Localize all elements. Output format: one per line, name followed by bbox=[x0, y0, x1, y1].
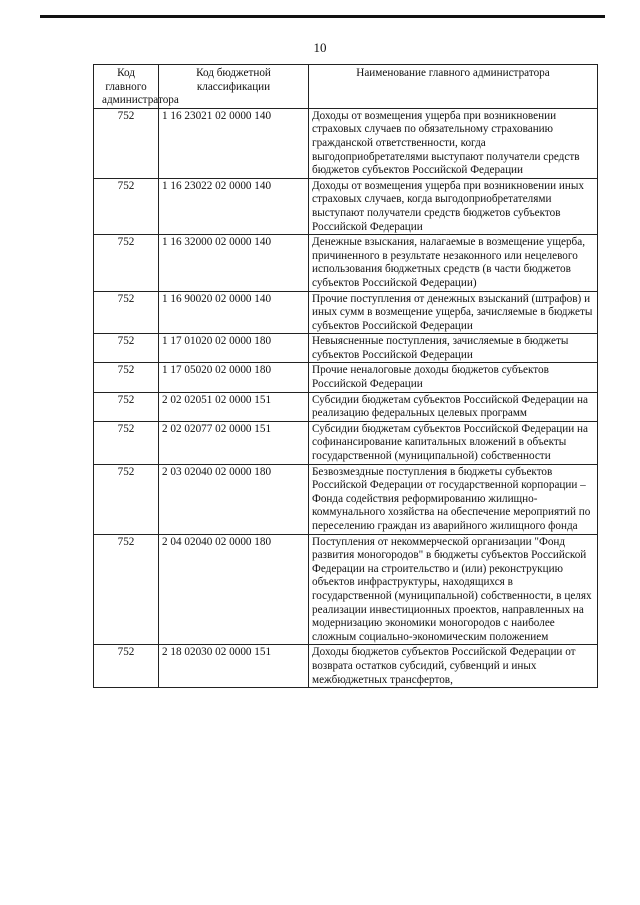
admin-name-cell: Денежные взыскания, налагаемые в возмещение ущерба, причиненного в результате незаконного или нецелевого использования бюджетных средств (в части бюджетов субъектов Российской Федерации) bbox=[309, 235, 598, 291]
budget-code-cell: 1 16 23022 02 0000 140 bbox=[159, 178, 309, 234]
admin-code-cell: 752 bbox=[94, 235, 159, 291]
admin-code-cell: 752 bbox=[94, 464, 159, 534]
budget-classification-table bbox=[93, 64, 598, 688]
admin-code-cell: 752 bbox=[94, 363, 159, 392]
table-row bbox=[94, 421, 598, 464]
header-admin-name: Наименование главного администратора bbox=[309, 65, 598, 109]
budget-code-cell: 1 16 32000 02 0000 140 bbox=[159, 235, 309, 291]
top-rule bbox=[40, 15, 605, 18]
table-row bbox=[94, 464, 598, 534]
admin-code-cell: 752 bbox=[94, 645, 159, 688]
admin-code-cell: 752 bbox=[94, 108, 159, 178]
budget-code-cell: 2 04 02040 02 0000 180 bbox=[159, 534, 309, 645]
budget-code-cell: 1 16 23021 02 0000 140 bbox=[159, 108, 309, 178]
table-row bbox=[94, 363, 598, 392]
table-row bbox=[94, 108, 598, 178]
budget-code-cell: 2 02 02077 02 0000 151 bbox=[159, 421, 309, 464]
table-row bbox=[94, 534, 598, 645]
table-header-row bbox=[94, 65, 598, 109]
table-row bbox=[94, 291, 598, 334]
budget-code-cell: 2 18 02030 02 0000 151 bbox=[159, 645, 309, 688]
table-row bbox=[94, 645, 598, 688]
admin-code-cell: 752 bbox=[94, 534, 159, 645]
admin-name-cell: Безвозмездные поступления в бюджеты субъектов Российской Федерации от государственной корпорации – Фонда содействия реформированию жилищно-коммунального хозяйства на обеспечение мероприятий по переселению граждан из аварийного жилищного фонда bbox=[309, 464, 598, 534]
page-number: 10 bbox=[313, 40, 327, 55]
admin-code-cell: 752 bbox=[94, 334, 159, 363]
budget-code-cell: 1 17 05020 02 0000 180 bbox=[159, 363, 309, 392]
table-row bbox=[94, 178, 598, 234]
admin-name-cell: Прочие неналоговые доходы бюджетов субъектов Российской Федерации bbox=[309, 363, 598, 392]
budget-code-cell: 1 17 01020 02 0000 180 bbox=[159, 334, 309, 363]
admin-code-cell: 752 bbox=[94, 178, 159, 234]
table-row bbox=[94, 334, 598, 363]
admin-name-cell: Субсидии бюджетам субъектов Российской Федерации на реализацию федеральных целевых программ bbox=[309, 392, 598, 421]
admin-code-cell: 752 bbox=[94, 421, 159, 464]
budget-code-cell: 1 16 90020 02 0000 140 bbox=[159, 291, 309, 334]
admin-name-cell: Доходы бюджетов субъектов Российской Федерации от возврата остатков субсидий, субвенций и иных межбюджетных трансфертов, bbox=[309, 645, 598, 688]
admin-name-cell: Субсидии бюджетам субъектов Российской Федерации на софинансирование капитальных вложений в объекты государственной (муниципальной) собственности bbox=[309, 421, 598, 464]
admin-name-cell: Доходы от возмещения ущерба при возникновении иных страховых случаев, когда выгодоприобретателями выступают получатели средств бюджетов субъектов Российской Федерации bbox=[309, 178, 598, 234]
admin-code-cell: 752 bbox=[94, 291, 159, 334]
header-budget-code: Код бюджетной классификации bbox=[159, 65, 309, 109]
admin-name-cell: Прочие поступления от денежных взысканий (штрафов) и иных сумм в возмещение ущерба, зачисляемые в бюджеты субъектов Российской Федерации bbox=[309, 291, 598, 334]
budget-code-cell: 2 02 02051 02 0000 151 bbox=[159, 392, 309, 421]
table-row bbox=[94, 235, 598, 291]
table-row bbox=[94, 392, 598, 421]
header-admin-code: Код главного администратора bbox=[94, 65, 159, 109]
admin-name-cell: Доходы от возмещения ущерба при возникновении страховых случаев по обязательному страхованию гражданской ответственности, когда выгодоприобретателями выступают получатели средств бюджетов субъектов Российской Федерации bbox=[309, 108, 598, 178]
budget-code-cell: 2 03 02040 02 0000 180 bbox=[159, 464, 309, 534]
admin-code-cell: 752 bbox=[94, 392, 159, 421]
admin-name-cell: Поступления от некоммерческой организации "Фонд развития моногородов" в бюджеты субъектов Российской Федерации на строительство и (или) реконструкцию объектов инфраструктуры, находящихся в государственной (муниципальной) собственности, в целях реализации инвестиционных проектов, направленных на модернизацию экономики моногородов с наиболее сложным социально-экономическим положением bbox=[309, 534, 598, 645]
admin-name-cell: Невыясненные поступления, зачисляемые в бюджеты субъектов Российской Федерации bbox=[309, 334, 598, 363]
